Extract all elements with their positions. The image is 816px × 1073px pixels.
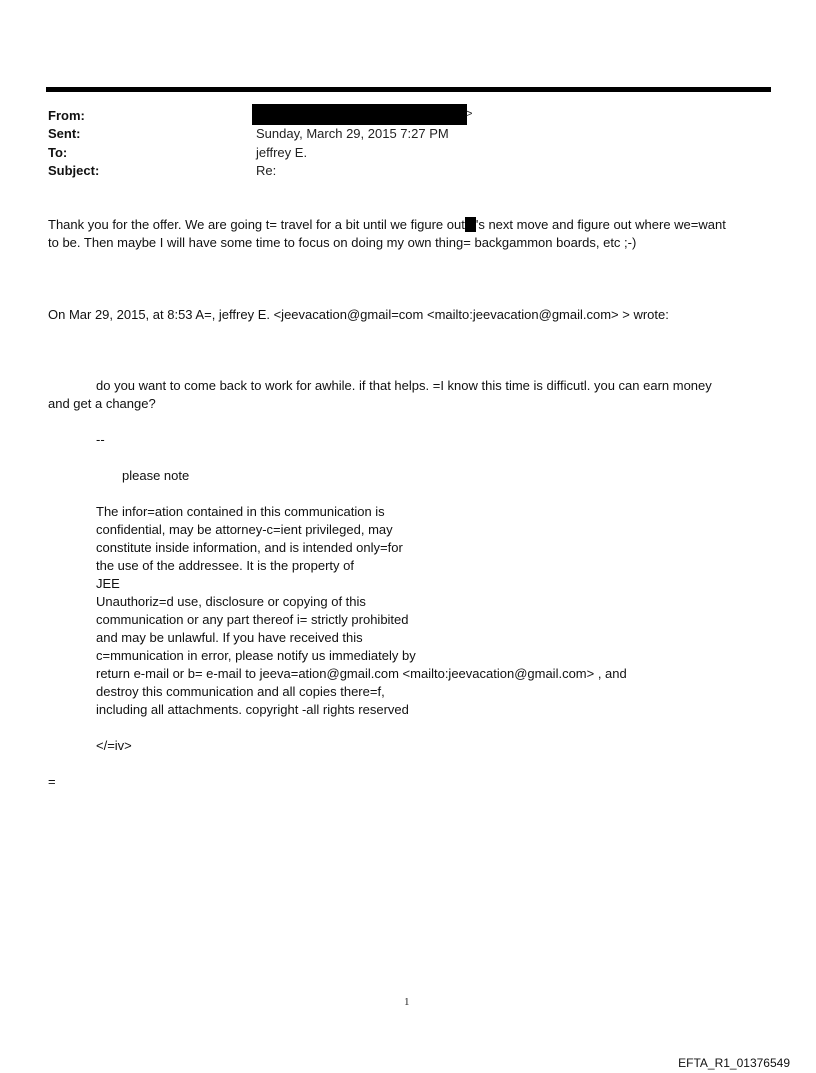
reply-line-1-start: Thank you for the offer. We are going t= travel for a bit until we figure out bbox=[48, 217, 465, 232]
disclaimer-line: destroy this communication and all copies there=f, bbox=[96, 684, 385, 699]
disclaimer-line: JEE bbox=[96, 576, 120, 591]
reply-line-1-end: 's next move and figure out where we=want bbox=[475, 217, 726, 232]
disclaimer-line: confidential, may be attorney-c=ient privileged, may bbox=[96, 522, 393, 537]
from-label: From: bbox=[48, 108, 85, 123]
inline-redaction bbox=[465, 217, 476, 232]
subject-value: Re: bbox=[256, 163, 277, 178]
disclaimer-line: communication or any part thereof i= strictly prohibited bbox=[96, 612, 409, 627]
redacted-sender bbox=[252, 104, 467, 125]
page-number: 1 bbox=[404, 996, 410, 1008]
from-tail: > bbox=[466, 108, 473, 120]
disclaimer-line: The infor=ation contained in this communication is bbox=[96, 504, 385, 519]
closing-tag: </=iv> bbox=[96, 738, 132, 753]
disclaimer-line: constitute inside information, and is intended only=for bbox=[96, 540, 403, 555]
quote-line-1: do you want to come back to work for awhile. if that helps. =I know this time is difficutl. you can earn money bbox=[96, 378, 712, 393]
reply-line-1 bbox=[48, 216, 726, 234]
please-note: please note bbox=[122, 468, 190, 483]
disclaimer-line: c=mmunication in error, please notify us immediately by bbox=[96, 648, 416, 663]
disclaimer-line: the use of the addressee. It is the property of bbox=[96, 558, 354, 573]
header-divider bbox=[46, 87, 771, 92]
quote-line-2: and get a change? bbox=[48, 396, 156, 411]
subject-label: Subject: bbox=[48, 163, 100, 178]
to-value: jeffrey E. bbox=[256, 145, 308, 160]
reply-line-2: to be. Then maybe I will have some time to focus on doing my own thing= backgammon boards, etc ;-) bbox=[48, 235, 637, 250]
to-label: To: bbox=[48, 145, 68, 160]
bates-number: EFTA_R1_01376549 bbox=[678, 1056, 790, 1070]
disclaimer-line: and may be unlawful. If you have received this bbox=[96, 630, 363, 645]
signature-dashes: -- bbox=[96, 432, 105, 447]
disclaimer-line: including all attachments. copyright -all rights reserved bbox=[96, 702, 409, 717]
quote-header: On Mar 29, 2015, at 8:53 A=, jeffrey E. <jeevacation@gmail=com <mailto:jeevacation@gmail.com> > wrote: bbox=[48, 307, 669, 322]
sent-label: Sent: bbox=[48, 126, 81, 141]
disclaimer-line: return e-mail or b= e-mail to jeeva=ation@gmail.com <mailto:jeevacation@gmail.com> , and bbox=[96, 666, 627, 681]
sent-value: Sunday, March 29, 2015 7:27 PM bbox=[256, 126, 449, 141]
disclaimer-line: Unauthoriz=d use, disclosure or copying of this bbox=[96, 594, 366, 609]
trailing-equals: = bbox=[48, 774, 56, 789]
